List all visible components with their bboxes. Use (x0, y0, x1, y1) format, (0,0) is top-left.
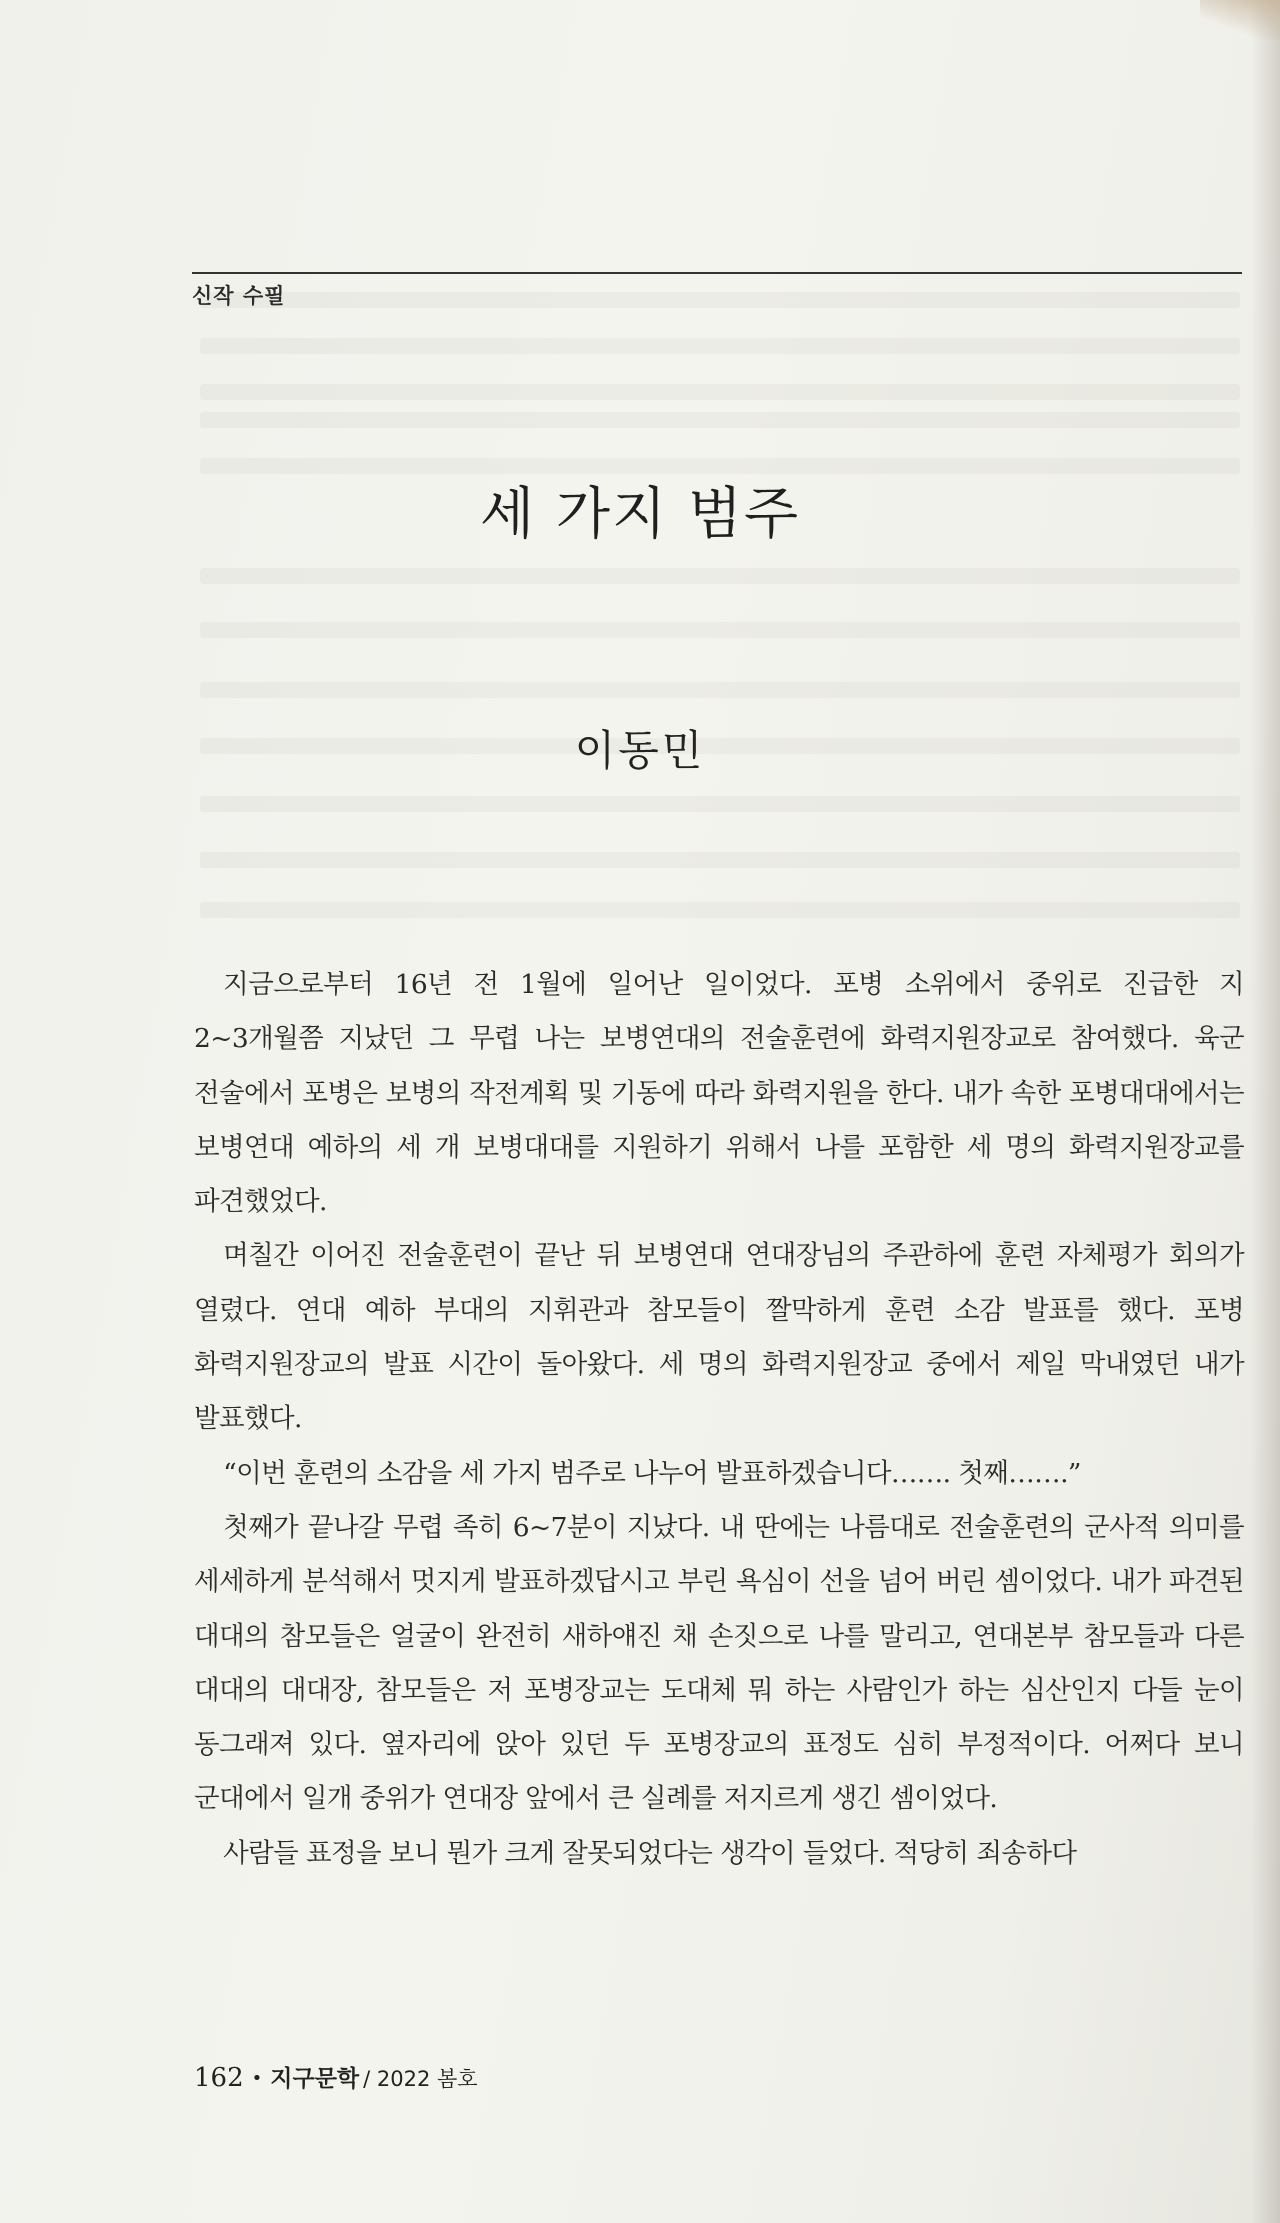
bleed-through-line (200, 384, 1240, 400)
journal-name: 지구문학 (270, 2066, 360, 2092)
footer-bullet: • (251, 2068, 263, 2089)
paragraph: “이번 훈련의 소감을 세 가지 범주로 나누어 발표하겠습니다……. 첫째…….” (223, 1457, 1081, 1489)
section-label: 신작 수필 (192, 284, 286, 308)
paragraph: 사람들 표정을 보니 뭔가 크게 잘못되었다는 생각이 들었다. 적당히 죄송하다 (223, 1837, 1077, 1869)
bleed-through-line (200, 338, 1240, 354)
issue-label: / 2022 봄호 (363, 2067, 478, 2091)
page-corner-curl (1200, 0, 1280, 40)
paragraph: 첫째가 끝나갈 무렵 족히 6~7분이 지났다. 내 딴에는 나름대로 전술훈련의 군사적 의미를 세세하게 분석해서 멋지게 발표하겠답시고 부린 욕심이 선을 넘어 버린 셈이었다. 내가 파견된 대대의 참모들은 얼굴이 완전히 새하얘진 채 손짓으로 나를 말리고, 연대본부 참모들과 다른 대대의 대대장, 참모들은 저 포병장교는 도대체 뭐 하는 사람인가 하는 심산인지 다들 눈이 동그래져 있다. 옆자리에 앉아 있던 두 포병장교의 표정도 심히 부정적이다. 어쩌다 보니 군대에서 일개 중위가 연대장 앞에서 큰 실례를 저지르게 생긴 셈이었다. (194, 1511, 1244, 1815)
page-number: 162 (194, 2063, 244, 2093)
bleed-through-line (200, 292, 1240, 308)
page-edge-shadow (1250, 0, 1280, 2223)
essay-title: 세 가지 범주 (479, 482, 801, 547)
bleed-through-line (200, 682, 1240, 698)
bleed-through-line (200, 412, 1240, 428)
paragraph: 며칠간 이어진 전술훈련이 끝난 뒤 보병연대 연대장님의 주관하에 훈련 자체평가 회의가 열렸다. 연대 예하 부대의 지휘관과 참모들이 짤막하게 훈련 소감 발표를 했다. 포병 화력지원장교의 발표 시간이 돌아왔다. 세 명의 화력지원장교 중에서 제일 막내였던 내가 발표했다. (194, 1240, 1244, 1435)
bleed-through-line (200, 852, 1240, 868)
bleed-through-line (200, 796, 1240, 812)
page-footer (194, 2060, 478, 2093)
paragraph: 지금으로부터 16년 전 1월에 일어난 일이었다. 포병 소위에서 중위로 진급한 지 2~3개월쯤 지났던 그 무렵 나는 보병연대의 전술훈련에 화력지원장교로 참여했다. 육군 전술에서 포병은 보병의 작전계획 및 기동에 따라 화력지원을 한다. 내가 속한 포병대대에서는 보병연대 예하의 세 개 보병대대를 지원하기 위해서 나를 포함한 세 명의 화력지원장교를 파견했었다. (194, 969, 1244, 1218)
bleed-through-line (200, 568, 1240, 584)
author-name: 이동민 (574, 726, 706, 775)
bleed-through-line (200, 902, 1240, 918)
header-rule (192, 272, 1242, 274)
bleed-through-line (200, 622, 1240, 638)
essay-body (194, 958, 1244, 1881)
